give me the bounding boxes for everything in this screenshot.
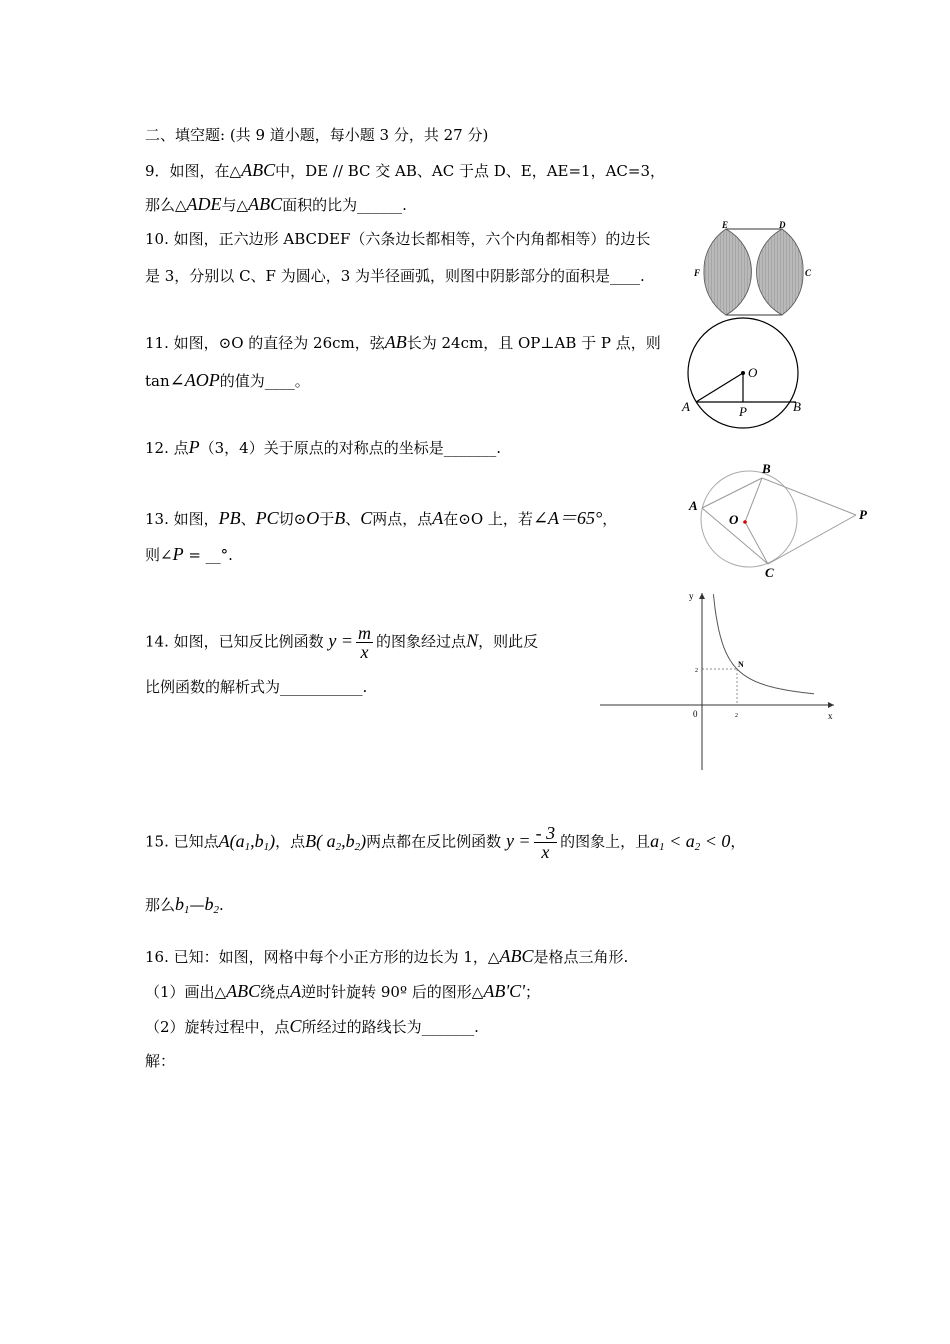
math: C [289, 1016, 302, 1036]
text: 的值为____。 [219, 372, 310, 390]
subscript: 1 [244, 840, 251, 853]
hyperbola-graph [596, 585, 846, 775]
q10-line1: 10. 如图，正六边形 ABCDEF（六条边长都相等，六个内角都相等）的边长 [145, 230, 651, 248]
label-O: O [729, 512, 739, 527]
math: ∠AOP [169, 370, 220, 390]
text: 的图象上，且 [560, 832, 651, 851]
text: 于 [319, 510, 335, 528]
text: 那么△ [145, 196, 187, 214]
label-A: A [682, 399, 690, 414]
math: ADE [186, 194, 222, 214]
numerator: - 3 [535, 823, 556, 843]
q16-line3 [145, 1016, 479, 1037]
text: 12. 点 [145, 439, 189, 457]
math: A [290, 981, 302, 1001]
q16-line2 [145, 981, 540, 1002]
q13-line1 [145, 508, 617, 529]
text: 与△ [221, 196, 249, 214]
math: N [466, 630, 479, 651]
text: ，点 [275, 832, 306, 851]
point-N-label: N [738, 660, 744, 669]
label-O: O [748, 365, 758, 380]
text: 切⊙ [278, 510, 307, 528]
text: 的图象经过点 [376, 632, 467, 651]
text: 9．如图，在△ [145, 162, 242, 180]
text: 在⊙O 上，若 [443, 510, 533, 528]
tangent-figure [684, 458, 874, 584]
tick-y-label: 2 [695, 668, 698, 674]
math: ABC [226, 981, 261, 1001]
q14-line1 [145, 624, 538, 661]
math: ABC [499, 946, 534, 966]
subscript: 2 [335, 840, 342, 853]
text: ，则此反 [478, 632, 539, 651]
fraction [356, 624, 373, 661]
label-A: A [689, 498, 698, 513]
q15-line2 [145, 894, 224, 920]
math: y = [505, 830, 531, 851]
text: tan [145, 372, 170, 390]
math: C [360, 508, 373, 528]
q10-line2: 是 3，分别以 C、F 为圆心，3 为半径画弧，则图中阴影部分的面积是____. [145, 267, 645, 285]
label-B: B [793, 399, 801, 414]
subscript: 1 [263, 840, 270, 853]
math: ) [269, 830, 276, 851]
q16-solution-label: 解： [145, 1052, 176, 1070]
math: ,b [341, 830, 355, 851]
q11-line1 [145, 332, 661, 353]
subscript: 2 [213, 904, 220, 916]
origin-label: 0 [693, 709, 698, 719]
q9-line1 [145, 160, 665, 181]
text: ， [730, 832, 746, 851]
subscript: 2 [354, 840, 361, 853]
label-D: D [779, 220, 786, 230]
math: O [306, 508, 320, 528]
q16-line1 [145, 946, 628, 967]
text: = __°. [183, 546, 233, 564]
text: 逆时针旋转 90º 后的图形△ [301, 983, 484, 1001]
math: ∠A＝65° [532, 508, 603, 528]
text: 中，DE // BC 交 AB、AC 于点 D、E，AE=1，AC=3， [275, 162, 666, 180]
math: b [204, 894, 214, 914]
text: 16. 已知：如图，网格中每个小正方形的边长为 1，△ [145, 948, 500, 966]
text: ， [602, 510, 618, 528]
numerator: m [358, 623, 372, 643]
tick-x-label: 2 [735, 713, 738, 719]
math: y = [328, 630, 354, 651]
text: 那么 [145, 896, 176, 914]
text: 长为 24cm，且 OP⊥AB 于 P 点，则 [406, 334, 661, 352]
label-C: C [765, 565, 774, 580]
text: 两点都在反比例函数 [366, 832, 502, 851]
circle-chord-figure [680, 315, 810, 440]
condition [650, 831, 730, 851]
math: b [175, 894, 185, 914]
math: A [432, 508, 444, 528]
denominator: x [360, 642, 369, 662]
math: PB [218, 508, 241, 528]
text: 面积的比为______. [282, 196, 407, 214]
label-B: B [762, 461, 771, 476]
answer-blank[interactable]: — [189, 896, 205, 914]
math: P [188, 437, 200, 457]
text: （2）旋转过程中，点 [145, 1018, 290, 1036]
math: ABC [248, 194, 283, 214]
q13-line2 [145, 544, 233, 565]
label-E: E [722, 220, 729, 230]
q14-line2: 比例函数的解析式为___________. [145, 678, 368, 696]
text: 13. 如图， [145, 510, 219, 528]
text: ； [525, 983, 541, 1001]
q12-line [145, 437, 501, 458]
label-P: P [739, 404, 747, 419]
text: 15. 已知点 [145, 832, 219, 851]
text: 绕点 [260, 983, 291, 1001]
math: AB [384, 332, 407, 352]
text: 、 [345, 510, 361, 528]
text: 则∠ [145, 546, 173, 564]
text: 两点，点 [372, 510, 433, 528]
subscript: 1 [659, 840, 665, 853]
point-B [305, 831, 366, 851]
denominator: x [541, 842, 550, 862]
y-axis-label: y [689, 591, 694, 601]
hexagon-figure [690, 218, 820, 320]
text: 是格点三角形. [533, 948, 629, 966]
q15-line1 [145, 824, 745, 861]
subscript: 2 [694, 840, 701, 853]
q11-line2 [145, 370, 310, 391]
label-P: P [859, 507, 867, 522]
math: B [334, 508, 346, 528]
text: 11. 如图，⊙O 的直径为 26cm，弦 [145, 334, 385, 352]
subscript: 1 [184, 904, 190, 916]
fraction [534, 824, 558, 861]
q9-line2 [145, 194, 407, 215]
math: ABC [241, 160, 276, 180]
text: （1）画出△ [145, 983, 227, 1001]
text: 14. 如图，已知反比例函数 [145, 632, 324, 651]
x-axis-label: x [828, 711, 833, 721]
math: < 0 [700, 830, 731, 851]
math: P [172, 544, 184, 564]
math: ) [360, 830, 367, 851]
math: A(a [218, 830, 245, 851]
math: ,b [250, 830, 264, 851]
text: 、 [240, 510, 256, 528]
text: . [219, 896, 224, 914]
math: B( a [305, 830, 336, 851]
section-title: 二、填空题: (共 9 道小题，每小题 3 分，共 27 分) [145, 126, 489, 144]
label-F: F [694, 268, 701, 278]
point-A [219, 831, 276, 851]
text: （3，4）关于原点的对称点的坐标是_______. [199, 439, 501, 457]
text: 所经过的路线长为_______. [301, 1018, 479, 1036]
label-C: C [805, 268, 812, 278]
math: a [650, 830, 660, 851]
math: < a [664, 830, 695, 851]
math: PC [255, 508, 279, 528]
math: AB'C' [483, 981, 526, 1001]
